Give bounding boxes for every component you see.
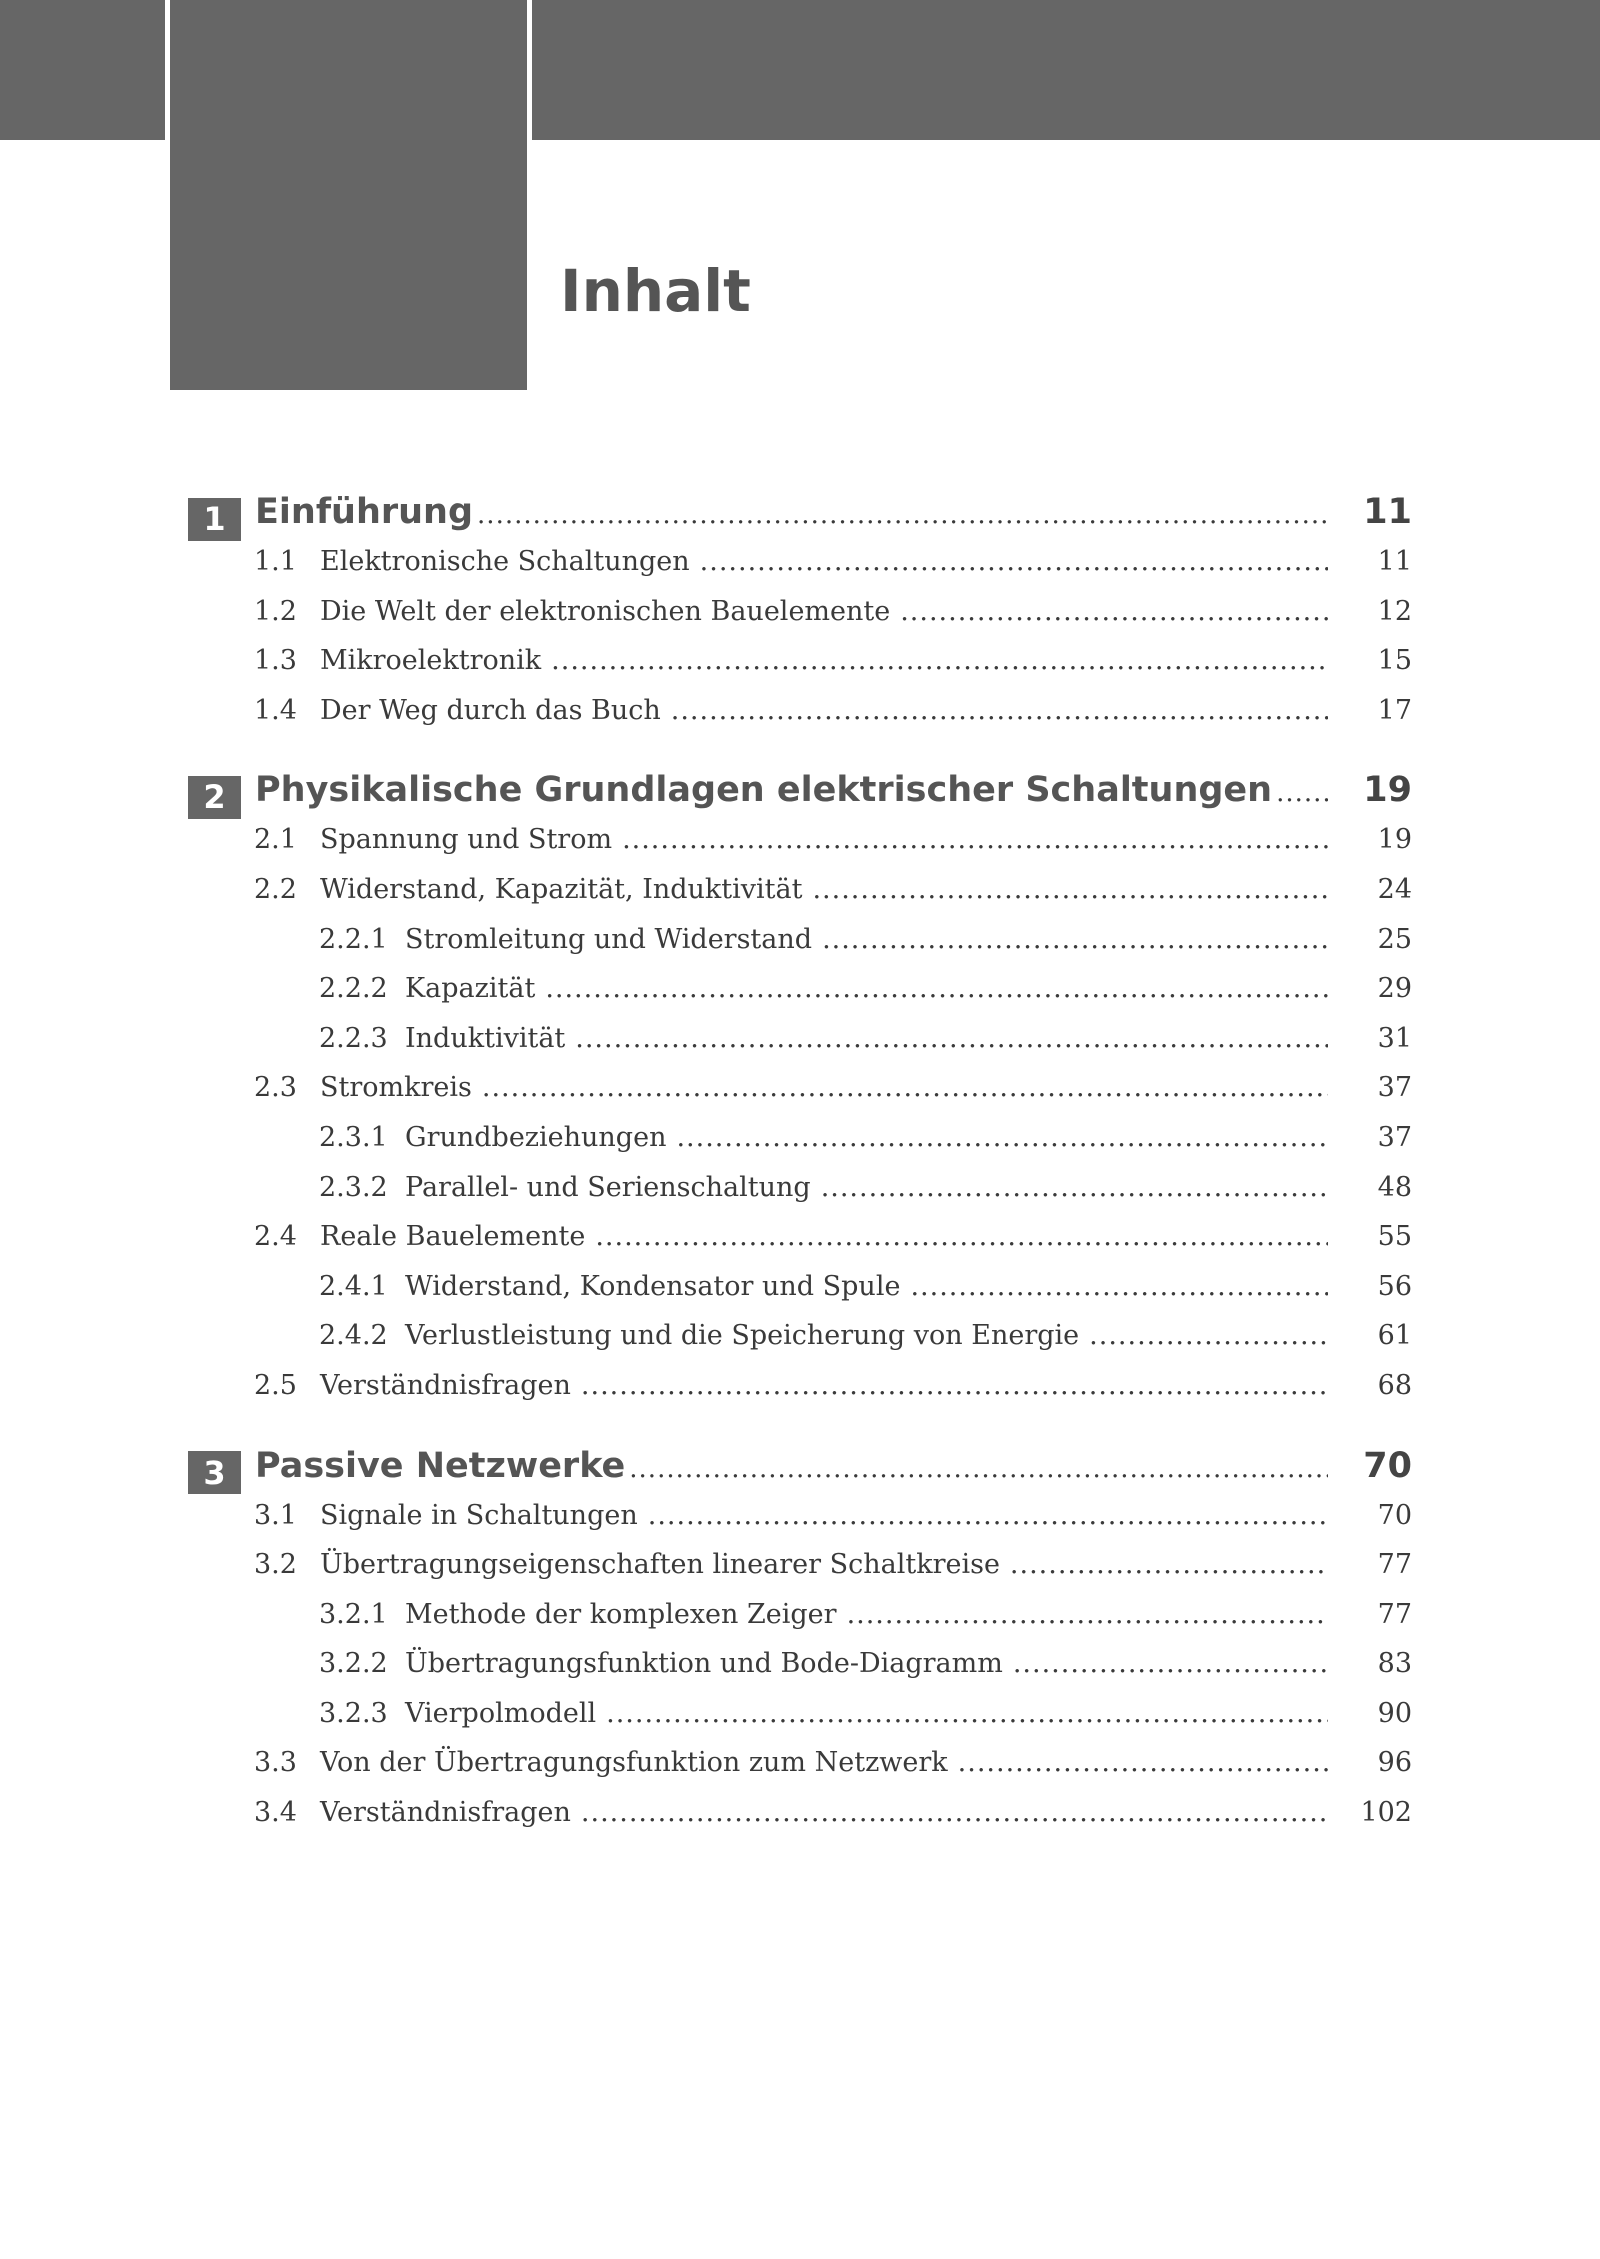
section-title: Der Weg durch das Buch — [320, 694, 661, 726]
section-page-number: 31 — [1377, 1022, 1412, 1054]
section-number: 2.3.1 — [319, 1121, 388, 1153]
toc-subsection-entry[interactable] — [188, 1698, 1412, 1748]
section-number: 2.1 — [254, 824, 297, 856]
section-title: Übertragungseigenschaften linearer Schaltkreise — [320, 1549, 1000, 1581]
section-page-number: 12 — [1377, 595, 1412, 627]
section-number: 1.3 — [254, 645, 297, 677]
toc-section-entry[interactable] — [188, 546, 1412, 596]
dot-leader — [847, 1599, 1328, 1630]
section-number: 3.2 — [254, 1549, 297, 1581]
section-number: 2.3.2 — [319, 1171, 388, 1203]
section-page-number: 37 — [1377, 1121, 1412, 1153]
dot-leader — [1010, 1549, 1328, 1580]
chapter-title: Physikalische Grundlagen elektrischer Schaltungen — [255, 770, 1273, 811]
header-band-right — [532, 0, 1600, 140]
toc-section-entry[interactable] — [188, 874, 1412, 924]
section-page-number: 11 — [1377, 546, 1412, 577]
dot-leader — [477, 500, 1328, 530]
section-number: 2.2 — [254, 873, 297, 905]
header-band-left — [0, 0, 165, 140]
section-page-number: 24 — [1377, 873, 1412, 905]
toc-subsection-entry[interactable] — [188, 1023, 1412, 1073]
section-title: Stromkreis — [320, 1072, 472, 1104]
section-number: 3.2.3 — [319, 1697, 388, 1729]
toc-chapter-entry[interactable] — [188, 770, 1412, 824]
dot-leader — [606, 1698, 1328, 1729]
chapter-number-badge: 3 — [188, 1451, 241, 1494]
section-page-number: 68 — [1377, 1369, 1412, 1401]
dot-leader — [822, 924, 1328, 955]
section-page-number: 29 — [1377, 973, 1412, 1005]
section-title: Parallel- und Serienschaltung — [405, 1171, 811, 1203]
chapter-page-number: 11 — [1363, 492, 1412, 532]
dot-leader — [671, 695, 1328, 726]
dot-leader — [676, 1122, 1328, 1153]
dot-leader — [821, 1172, 1328, 1203]
section-page-number: 61 — [1377, 1320, 1412, 1352]
toc-section-entry[interactable] — [188, 1500, 1412, 1550]
toc-subsection-entry[interactable] — [188, 1271, 1412, 1321]
dot-leader — [545, 973, 1328, 1004]
section-number: 2.5 — [254, 1369, 297, 1401]
section-title: Induktivität — [405, 1022, 566, 1054]
toc-chapter-entry[interactable] — [188, 492, 1412, 546]
page-title: Inhalt — [560, 257, 751, 325]
section-title: Übertragungsfunktion und Bode-Diagramm — [405, 1648, 1003, 1680]
section-title: Die Welt der elektronischen Bauelemente — [320, 595, 891, 627]
section-number: 2.4.2 — [319, 1320, 388, 1352]
section-title: Stromleitung und Widerstand — [405, 923, 813, 955]
section-page-number: 55 — [1377, 1221, 1412, 1253]
section-page-number: 19 — [1377, 824, 1412, 856]
toc-section-entry[interactable] — [188, 695, 1412, 745]
toc-section-entry[interactable] — [188, 1549, 1412, 1599]
section-page-number: 90 — [1377, 1697, 1412, 1729]
dot-leader — [595, 1221, 1328, 1252]
chapter-title: Passive Netzwerke — [255, 1445, 626, 1486]
section-number: 3.2.1 — [319, 1598, 388, 1630]
dot-leader — [648, 1500, 1328, 1531]
dot-leader — [700, 546, 1328, 577]
dot-leader — [581, 1370, 1328, 1401]
section-page-number: 77 — [1377, 1598, 1412, 1630]
section-title: Reale Bauelemente — [320, 1221, 586, 1253]
chapter-page-number: 70 — [1363, 1445, 1412, 1486]
section-number: 3.4 — [254, 1797, 297, 1829]
toc-subsection-entry[interactable] — [188, 973, 1412, 1023]
section-page-number: 17 — [1377, 694, 1412, 726]
dot-leader — [581, 1797, 1328, 1828]
toc-subsection-entry[interactable] — [188, 924, 1412, 974]
section-page-number: 48 — [1377, 1171, 1412, 1203]
dot-leader — [1089, 1320, 1328, 1351]
toc-chapter-entry[interactable] — [188, 1446, 1412, 1500]
toc-subsection-entry[interactable] — [188, 1172, 1412, 1222]
section-number: 1.1 — [254, 546, 297, 577]
dot-leader — [812, 874, 1328, 905]
dot-leader — [622, 824, 1328, 855]
dot-leader — [482, 1072, 1328, 1103]
section-title: Vierpolmodell — [405, 1697, 597, 1729]
section-number: 3.2.2 — [319, 1648, 388, 1680]
section-page-number: 56 — [1377, 1270, 1412, 1302]
dot-leader — [958, 1747, 1328, 1778]
section-number: 2.2.2 — [319, 973, 388, 1005]
section-number: 1.4 — [254, 694, 297, 726]
section-title: Widerstand, Kondensator und Spule — [405, 1270, 901, 1302]
section-number: 2.2.3 — [319, 1022, 388, 1054]
dot-leader — [1276, 778, 1328, 808]
section-number: 3.3 — [254, 1747, 297, 1779]
section-page-number: 70 — [1377, 1499, 1412, 1531]
dot-leader — [910, 1271, 1328, 1302]
section-title: Methode der komplexen Zeiger — [405, 1598, 837, 1630]
dot-leader — [551, 645, 1328, 676]
dot-leader — [629, 1454, 1328, 1484]
section-number: 3.1 — [254, 1499, 297, 1531]
section-number: 1.2 — [254, 595, 297, 627]
chapter-number-badge: 1 — [188, 498, 241, 541]
section-title: Verständnisfragen — [320, 1369, 571, 1401]
section-page-number: 25 — [1377, 923, 1412, 955]
section-title: Signale in Schaltungen — [320, 1499, 638, 1531]
section-page-number: 37 — [1377, 1072, 1412, 1104]
section-title: Verlustleistung und die Speicherung von Energie — [405, 1320, 1080, 1352]
toc-subsection-entry[interactable] — [188, 1599, 1412, 1649]
section-title: Elektronische Schaltungen — [320, 546, 690, 577]
dot-leader — [900, 596, 1328, 627]
toc-section-entry[interactable] — [188, 1370, 1412, 1420]
toc-section-entry[interactable] — [188, 1747, 1412, 1797]
toc-section-entry[interactable] — [188, 596, 1412, 646]
table-of-contents — [188, 492, 1412, 1847]
section-number: 2.4 — [254, 1221, 297, 1253]
section-title: Grundbeziehungen — [405, 1121, 667, 1153]
section-page-number: 15 — [1377, 645, 1412, 677]
section-title: Von der Übertragungsfunktion zum Netzwerk — [320, 1747, 948, 1779]
toc-subsection-entry[interactable] — [188, 1648, 1412, 1698]
chapter-page-number: 19 — [1363, 770, 1412, 811]
toc-subsection-entry[interactable] — [188, 1320, 1412, 1370]
section-title: Spannung und Strom — [320, 824, 613, 856]
section-title: Verständnisfragen — [320, 1797, 571, 1829]
dot-leader — [575, 1023, 1328, 1054]
chapter-title: Einführung — [255, 492, 474, 532]
section-number: 2.4.1 — [319, 1270, 388, 1302]
section-number: 2.2.1 — [319, 923, 388, 955]
toc-subsection-entry[interactable] — [188, 1122, 1412, 1172]
section-title: Kapazität — [405, 973, 536, 1005]
toc-section-entry[interactable] — [188, 1072, 1412, 1122]
section-number: 2.3 — [254, 1072, 297, 1104]
section-title: Widerstand, Kapazität, Induktivität — [320, 873, 803, 905]
dot-leader — [1013, 1648, 1328, 1679]
section-page-number: 102 — [1360, 1797, 1412, 1829]
section-page-number: 77 — [1377, 1549, 1412, 1581]
title-block — [170, 0, 527, 390]
toc-section-entry[interactable] — [188, 824, 1412, 874]
toc-section-entry[interactable] — [188, 1797, 1412, 1847]
toc-section-entry[interactable] — [188, 645, 1412, 695]
section-page-number: 83 — [1377, 1648, 1412, 1680]
toc-section-entry[interactable] — [188, 1221, 1412, 1271]
section-title: Mikroelektronik — [320, 645, 542, 677]
section-page-number: 96 — [1377, 1747, 1412, 1779]
chapter-number-badge: 2 — [188, 776, 241, 819]
